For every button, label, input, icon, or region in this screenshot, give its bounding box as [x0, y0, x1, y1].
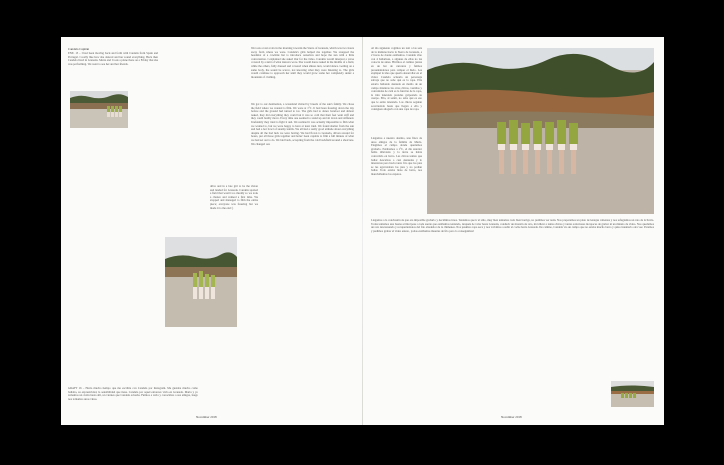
- right-text-mid: Llegamos a nuestro destino, una finca de unos amigos de la familia de María. Elegimos el campo donde queríamos grabarlo. Estábamos a 1°C, el día anterior había diluviado y la tierra se había convertido en barro. Las chicas tenían que bailar descalzas o casi desnudas y lo intentaron pero hacía tanto frío que los pies se les agarrotaban los pies y no podían bailar. Todo estaba lleno de barro, nos manchábamos los zapatos.: [371, 136, 422, 176]
- photo-large-right: [427, 48, 654, 214]
- right-text-wide: Llegamos a la conclusión de que era imposible grabarlo y decidimos irnos. Teníamos que ir al sitio, muy bien teníamos todo bien barriga, no pudimos ver nada. Nos preparamos un plato de lentejas calientes y nos refugiamos un rato de la lluvia. Todas teníamos una buena actitud pese a toda suerte que estábamos teniendo, después de volar hasta Granada, conducir un montón de rato, movilizar a tantas chicas y tantas soluciones incapaces de grabar ni un minuto de vídeo. Nos quedamos un rato descansando y recuperándonos del frío alrededor de la chimenea. Nos pusimos ropa seca y nos volvimos a subir al coche hacia Granada. De camino, Candela vio un campo que no estaba mucho barro y quiso intentarlo otra vez. Paramos y pudimos grabar el video entero, ¡todas estábamos muertas de frío pero lo conseguimos!: [371, 218, 654, 233]
- intro-text: ENE. 15 – I had been moving back and forth with Candela from Spain and Portugal. I really like how she danced and her sound everything. Back then Candela lived in Granada. Maria and I took a plane there on a Friday that she was performing. We went to see her and her friends.: [68, 51, 158, 66]
- photo-mid-left: [165, 237, 237, 327]
- column-text-3: drive and in a late girl to be the vision and landed for Granada. Candela spotted a field that wasn't too muddy so we took a chance and walked a first time. We stopped and managed to film the entire piece; everyone was freezing but we made it to the end :): [210, 184, 258, 210]
- caption-text: GRAFT 16 – Hacía mucho tiempo que me escribía con Candela por Instagram. Me gustaba mucho como bailaba, su expresividad, la sensibilidad que tiene. Candela por aquel entonces vivía en Granada. María y yo tomamos un avión hasta allí, un viernes que Candela actuaba. Fuimos a verla y conocimos a sus amigas, luego nos tomamos unos vinos.: [68, 386, 198, 401]
- right-text-top: Al día siguiente cogimos un taxi a las seis de la mañana hacia la Sierra de Granada, a 2 horas de donde estábamos. Candela vino con 4 bailarinas, a algunas de ellas no las conocía de antes. Hicimos el camino juntas en un bar de carretera y fuimos presentándonos para romper el hielo. Les expliqué la idea que quería desarrollar en el vídeo: Candela actuaría un personaje salvaje que no sabe qué es la ropa. Ella estaría bailando desnuda en medio de un campo mientras las otras chicas, vestidas y convenidas de cuál es la función de la ropa, le irán lanzando prendas golpeando su cuerpo. Ella, al sentir, no sabe qué es eso que le están lanzando. Las chicas seguían acercándola hasta que llegan a ella y consiguen ahogarla con una capa de ropa.: [371, 46, 422, 112]
- column-text-1: We took a taxi at six in the morning towards the Sierra of Granada, which was two hours away from where we were. Candela's girls helped me together. We swapped the headshot of a cowhide but to introduce ourselves and hope the sun with a little conversation. I explained she asked Our for the video. Candela would interpret a verse covered by a skirt of what dancers wore. She would dance naked in the middle of a field, while the others, fully dressed and covered when shines turn, would dance. Getting on a same body, the sound be scarce, not knowing what they were listening to. The girls would continue to approach her until they would grow some her completely under a mountain of clothing.: [251, 46, 354, 79]
- article-title: Candela Capitán: [68, 47, 90, 51]
- right-footer: November 2018: [501, 415, 522, 419]
- right-page: [363, 37, 664, 425]
- photo-small-left: [70, 91, 128, 128]
- left-footer: November 2018: [196, 415, 217, 419]
- photo-thumb-right: [611, 381, 654, 407]
- column-text-2: We got to our destination, a wasteland visited by breeds of the sun's family. We chose the field where we wanted to film. We were at 1°C. It had been freezing down the day before and the ground had turned to ice. The girls had to dance barefoot and almost naked, they did everything they could but it was so cold that their feet went stiff and they could hardly move. Every time one seemed to stand up and sit down and stiffened. Irrefutably they tried to fight it and. We realized it was actually impossible to film what we wanted to, but we were happy to have at least tried. We found shelter from the sun and had a hot bowl of steamy lentils. We all had a really good attitude about everything despite all the bad luck we were having. We had flown to Granada, driven around for hours, put all those girls together and holes' been capable to film a full minute of what we had set out to do. We laid back, accepting from the cold backfield around a shotcrete. We changed our.: [251, 102, 354, 146]
- left-page: [61, 37, 362, 425]
